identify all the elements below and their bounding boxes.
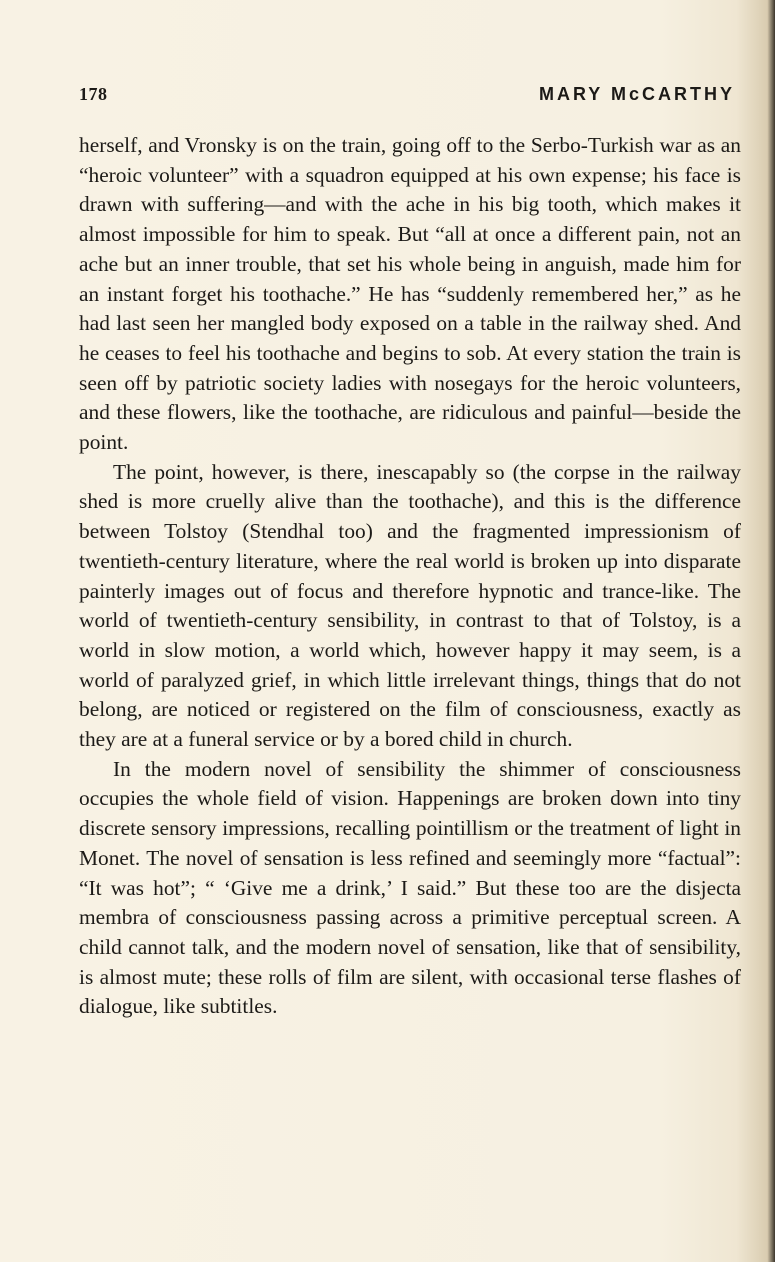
body-text (79, 131, 741, 1022)
running-head-author: MARY McCARTHY (538, 84, 735, 104)
page-number: 178 (79, 84, 108, 104)
paragraph-1: herself, and Vronsky is on the train, going off to the Serbo-Turkish war as an “heroic volunteer” with a squadron equipped at his own expense; his face is drawn with suffering—and with the ache in his big tooth, which makes it almost impossible for him to speak. But “all at once a different pain, not an ache but an inner trouble, that set his whole being in anguish, made him for an instant forget his toothache.” He has “suddenly remembered her,” as he had last seen her mangled body exposed on a table in the railway shed. And he ceases to feel his toothache and begins to sob. At every station the train is seen off by patriotic society ladies with nosegays for the heroic volunteers, and these flowers, like the toothache, are ridiculous and painful—beside the point. (79, 133, 741, 455)
paragraph-2: The point, however, is there, inescapably so (the corpse in the railway shed is more cruelly alive than the toothache), and this is the difference between Tolstoy (Stendhal too) and the fragmented impressionism of twentieth-century literature, where the real world is broken up into disparate painterly images out of focus and therefore hypnotic and trance-like. The world of twentieth-century sensibility, in contrast to that of Tolstoy, is a world in slow motion, a world which, however happy it may seem, is a world of paralyzed grief, in which little irrelevant things, things that do not belong, are noticed or registered on the film of consciousness, exactly as they are at a funeral service or by a bored child in church. (79, 459, 741, 752)
paragraph-3: In the modern novel of sensibility the shimmer of consciousness occupies the whole field of vision. Happenings are broken down into tiny discrete sensory impressions, recalling pointillism or the treatment of light in Monet. The novel of sensation is less refined and seemingly more “factual”: “It was hot”; “ ‘Give me a drink,’ I said.” But these too are the disjecta membra of consciousness passing across a primitive perceptual screen. A child cannot talk, and the modern novel of sensation, like that of sensibility, is almost mute; these rolls of film are silent, with occasional terse flashes of dialogue, like subtitles. (79, 756, 741, 1019)
running-head (79, 84, 735, 108)
